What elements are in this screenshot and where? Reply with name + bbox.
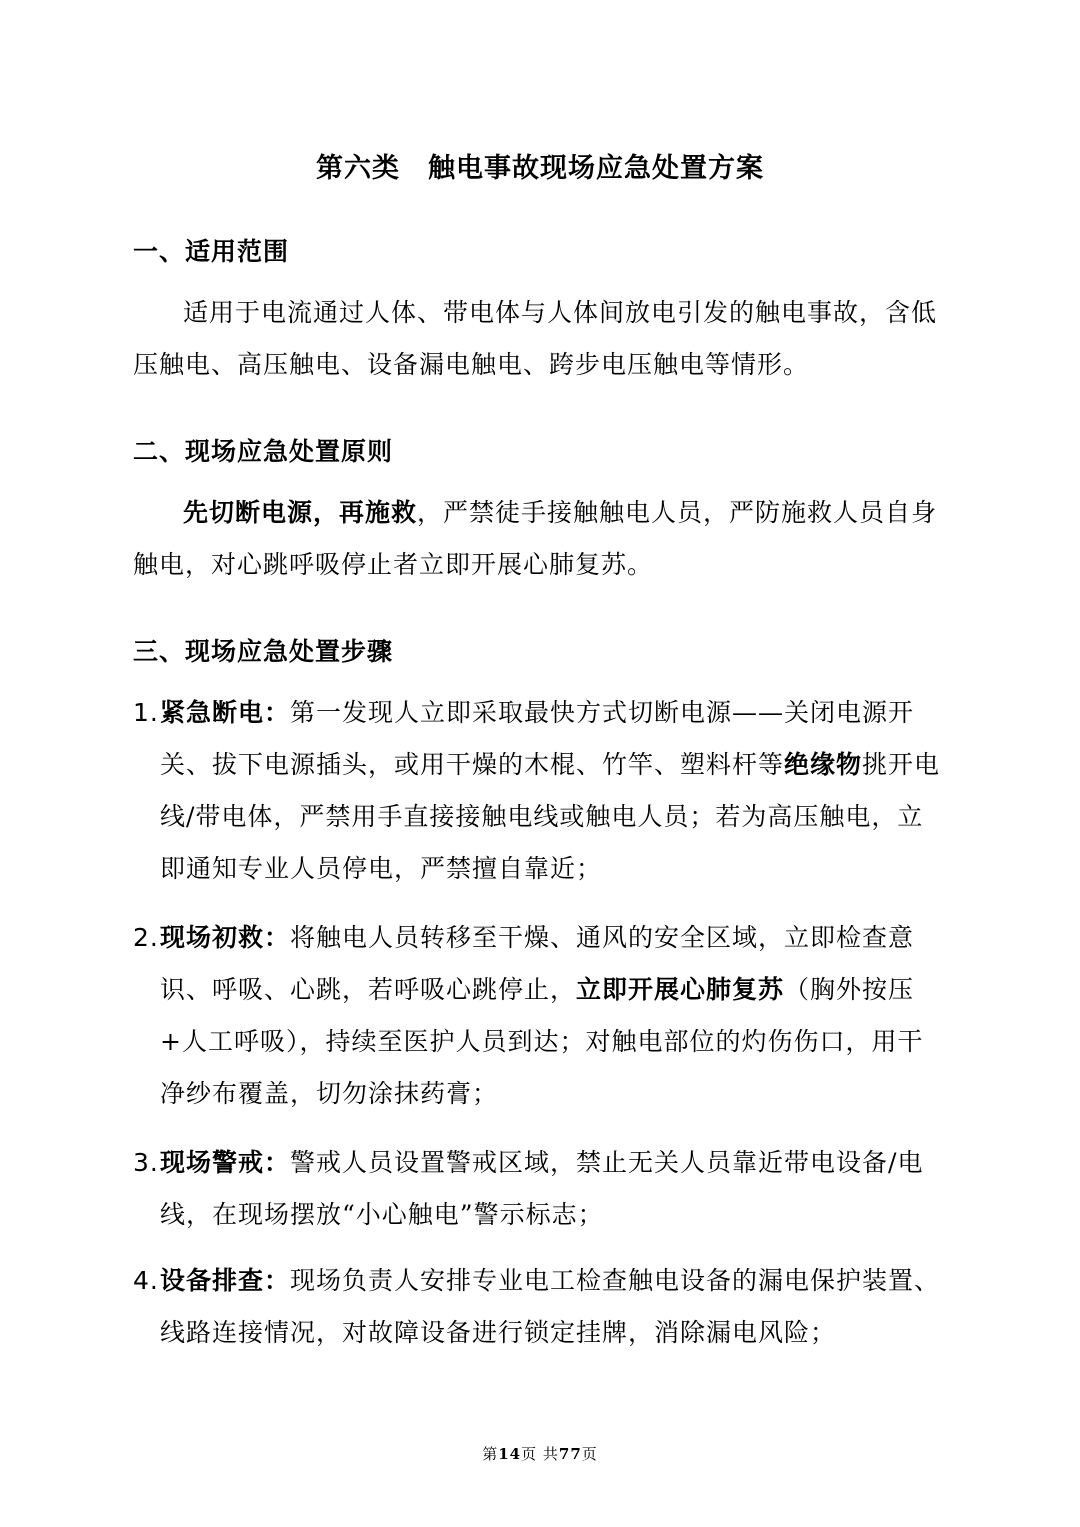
principle-rest: ，严禁徒手接触触电人员，严防施救人员自身触电，对心跳呼吸停止者立即开展心肺复苏。 [133, 498, 938, 579]
footer-suffix: 页 [581, 1445, 598, 1463]
footer-middle: 页 共 [521, 1445, 559, 1463]
step-item-2 [133, 912, 945, 1120]
page-title: 第六类 触电事故现场应急处置方案 [316, 153, 764, 184]
step-text-continued: （胸外按压+人工呼吸），持续至医护人员到达；对触电部位的灼伤伤口，用干净纱布覆盖，切勿涂抹药膏； [160, 975, 924, 1108]
step-label: 紧急断电 [160, 698, 265, 727]
step-colon: ： [264, 923, 291, 952]
step-item-4 [133, 1255, 945, 1359]
step-label: 现场初救 [160, 923, 265, 952]
total-page-count: 77 [558, 1445, 582, 1463]
section-heading-scope: 一、适用范围 [133, 237, 290, 266]
step-number: 4. [133, 1266, 159, 1295]
step-colon: ： [264, 698, 291, 727]
principle-bold-lead: 先切断电源，再施救 [183, 498, 418, 527]
step-text: 现场负责人安排专业电工检查触电设备的漏电保护装置、线路连接情况，对故障设备进行锁定挂牌，消除漏电风险； [160, 1266, 941, 1347]
step-bold-phrase: 绝缘物 [784, 750, 863, 779]
step-text: 将触电人员转移至干燥、通风的安全区域，立即检查意识、呼吸、心跳，若呼吸心跳停止， [160, 923, 915, 1004]
page-footer [0, 1443, 1080, 1464]
section-heading-principles: 二、现场应急处置原则 [133, 437, 394, 466]
step-number: 2. [133, 923, 159, 952]
step-text: 警戒人员设置警戒区域，禁止无关人员靠近带电设备/电线，在现场摆放“小心触电”警示标志； [160, 1148, 924, 1229]
step-item-1 [133, 687, 945, 895]
section-scope-text: 适用于电流通过人体、带电体与人体间放电引发的触电事故，含低压触电、高压触电、设备漏电触电、跨步电压触电等情形。 [133, 298, 938, 379]
step-text: 第一发现人立即采取最快方式切断电源——关闭电源开关、拔下电源插头，或用干燥的木棍、竹竿、塑料杆等 [160, 698, 915, 779]
current-page-number: 14 [498, 1445, 522, 1463]
step-number: 3. [133, 1148, 159, 1177]
step-bold-phrase: 立即开展心肺复苏 [576, 975, 785, 1004]
footer-prefix: 第 [482, 1445, 499, 1463]
step-text-continued: 挑开电线/带电体，严禁用手直接接触电线或触电人员；若为高压触电，立即通知专业人员停电，严禁擅自靠近； [160, 750, 941, 883]
step-label: 设备排查 [160, 1266, 265, 1295]
step-label: 现场警戒 [160, 1148, 265, 1177]
section-principles-text [133, 487, 953, 591]
step-number: 1. [133, 698, 159, 727]
step-colon: ： [264, 1148, 291, 1177]
step-item-3 [133, 1137, 945, 1241]
section-heading-steps: 三、现场应急处置步骤 [133, 637, 394, 666]
step-colon: ： [264, 1266, 291, 1295]
